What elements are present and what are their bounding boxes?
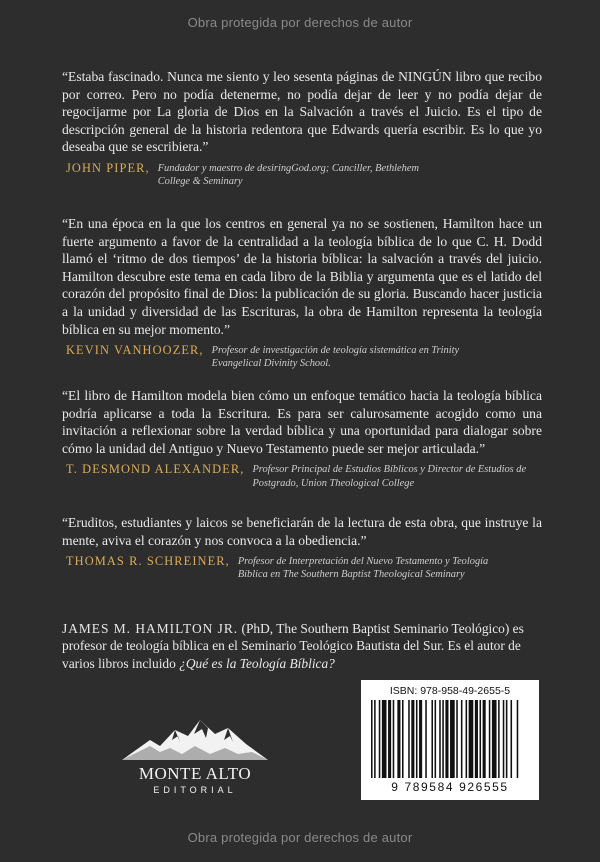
endorsement-attribution <box>62 161 542 188</box>
endorser-role: Profesor Principal de Estudios Bíblicos y Director de Estudios de Postgrado, Union Theological College <box>252 464 527 489</box>
endorsement-attribution <box>62 343 542 370</box>
endorsement-quote: “En una época en la que los centros en general ya no se sostienen, Hamilton hace un fuerte argumento a favor de la centralidad a la teología bíblica de lo que C. H. Dodd llamó el ‘ritmo de dos tiempos’ de la historia bíblica: la salvación a través del juicio. Hamilton descubre este tema en cada libro de la Biblia y argumenta que es el latido del corazón del propósito final de Dios: la publicación de su gloria. Buscando hacer justicia a la unidad y diversidad de las Escrituras, la obra de Hamilton representa la teología bíblica en su mejor momento.” <box>62 216 542 337</box>
copyright-watermark-bottom: Obra protegida por derechos de autor <box>187 830 413 845</box>
endorsement-piper <box>62 68 542 188</box>
copyright-watermark-top: Obra protegida por derechos de autor <box>187 15 413 30</box>
publisher-name: MONTE ALTO <box>138 764 252 783</box>
endorsement-attribution <box>62 462 542 489</box>
endorsement-vanhoozer <box>62 215 542 371</box>
author-bio <box>62 620 542 672</box>
endorser-role: Profesor de Interpretación del Nuevo Testamento y Teología Bíblica en The Southern Baptist Theological Seminary <box>237 556 489 581</box>
mountain-icon <box>120 712 270 764</box>
endorsement-quote: “Estaba fascinado. Nunca me siento y leo sesenta páginas de NINGÚN libro que recibo por correo. Pero no podía detenerme, no podía dejar de leer y no podía dejar de regocijarme por La gloria de Dios en la Salvación a través el Juicio. Es el tipo de descripción general de la historia redentora que Edwards quería escribir. Es lo que yo deseaba que se escribiera.” <box>62 69 542 155</box>
author-book-title: ¿Qué es la Teología Bíblica? <box>179 655 335 671</box>
endorser-role: Fundador y maestro de desiringGod.org; Canciller, Bethlehem College & Seminary <box>157 162 419 188</box>
publisher-logo <box>120 712 270 797</box>
endorser-name: T. DESMOND ALEXANDER, <box>66 462 245 477</box>
author-bio-text: (PhD, The Southern Baptist Seminario Teológico) es profesor de teología bíblica en el Seminario Teológico Bautista del Sur. Es el autor de varios libros incluido <box>62 621 524 671</box>
endorser-name: KEVIN VANHOOZER, <box>66 343 204 358</box>
endorser-role: Profesor de investigación de teología sistemática en Trinity Evangelical Divinity School. <box>211 345 460 370</box>
barcode-digits: 9 789584 926555 <box>391 780 509 794</box>
endorsement-attribution <box>62 554 542 581</box>
endorsement-alexander <box>62 387 542 490</box>
barcode-bars <box>371 700 529 780</box>
endorser-name: THOMAS R. SCHREINER, <box>66 554 230 569</box>
isbn-label: ISBN: 978-958-49-2655-5 <box>389 685 511 697</box>
endorsement-quote: “El libro de Hamilton modela bien cómo un enfoque temático hacia la teología bíblica podría aplicarse a toda la Escritura. Es para ser calurosamente acogido como una invitación a reflexionar sobre la verdad bíblica y una oportunidad para dialogar sobre cómo la unidad del Antiguo y Nuevo Testamento puede ser mejor articulada.” <box>62 388 542 456</box>
publisher-subtitle: EDITORIAL <box>153 785 237 795</box>
endorsement-schreiner <box>62 514 542 582</box>
endorsement-quote: “Eruditos, estudiantes y laicos se beneficiarán de la lectura de esta obra, que instruye la mente, aviva el corazón y nos convoca a la obediencia.” <box>62 515 542 548</box>
endorser-name: JOHN PIPER, <box>66 160 150 175</box>
author-name: JAMES M. HAMILTON JR. <box>62 621 239 636</box>
isbn-barcode <box>361 680 539 800</box>
